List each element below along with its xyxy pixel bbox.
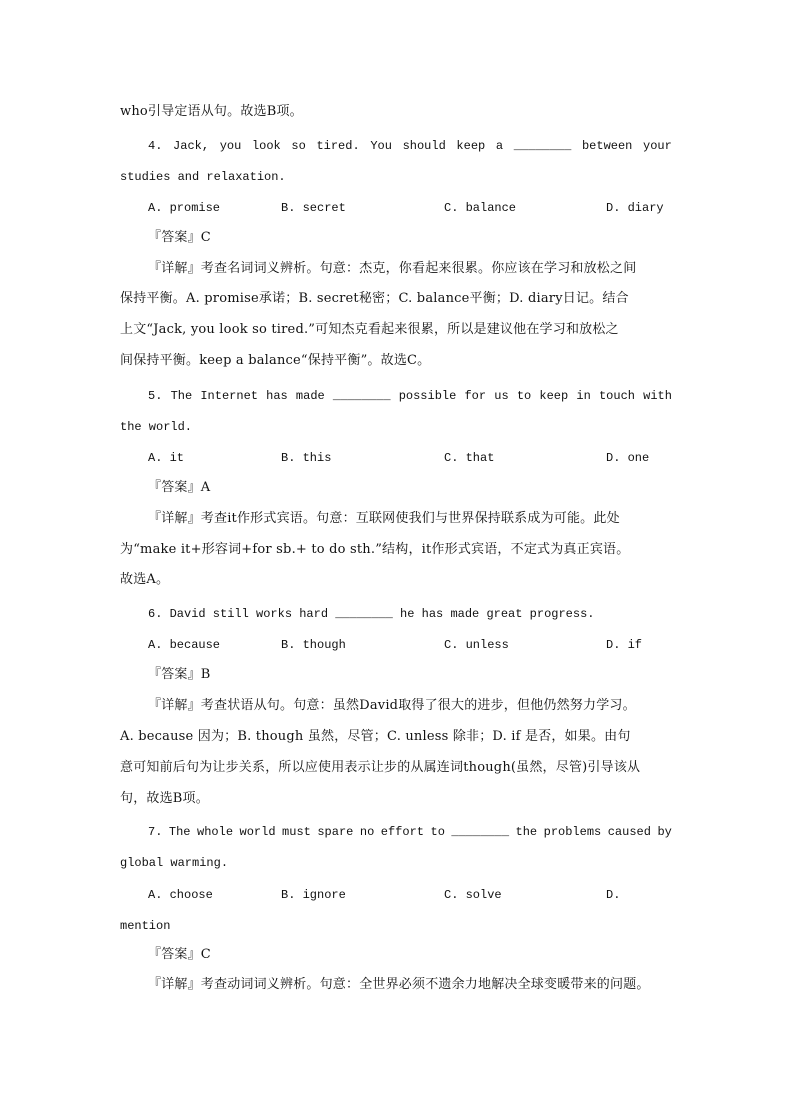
stem-word: caused (607, 825, 651, 839)
option-a: A. it (148, 451, 185, 465)
explanation-line: 故选A。 (120, 572, 170, 587)
stem-word: You (370, 139, 392, 153)
stem-word: to (516, 389, 532, 403)
stem-word: 7. (148, 825, 163, 839)
stem-word: has (266, 389, 288, 403)
stem-word: keep (539, 389, 569, 403)
stem-word: ________ (332, 389, 391, 403)
stem-word: to (430, 825, 445, 839)
explanation-line: 保持平衡。A. promise承诺；B. secret秘密；C. balance平衡；D. diary日记。结合 (120, 291, 629, 306)
option-c: C. unless (444, 638, 509, 652)
explanation-line: 『详解』考查名词词义辨析。句意：杰克，你看起来很累。你应该在学习和放松之间 (148, 261, 637, 276)
stem-word: Jack, (173, 139, 210, 153)
option-b: B. this (281, 451, 332, 465)
option-d: D. if (606, 638, 643, 652)
option-c: C. that (444, 451, 495, 465)
option-d: D. diary (606, 201, 664, 215)
option-d: D. one (606, 451, 650, 465)
stem-word: your (643, 139, 672, 153)
stem-word: you (219, 139, 242, 153)
stem-word: ________ (513, 139, 572, 153)
stem-word: problems (543, 825, 602, 839)
stem-word: Internet (200, 389, 258, 403)
stem-word: touch (598, 389, 635, 403)
stem-word: with (643, 389, 672, 403)
stem-word: made (295, 389, 325, 403)
question-7-stem (148, 822, 672, 842)
stem-word: ________ (451, 825, 510, 839)
question-7-options (148, 885, 672, 905)
stem-word: us (494, 389, 509, 403)
stem-word: between (581, 139, 633, 153)
explanation-line: 『详解』考查动词词义辨析。句意：全世界必须不遗余力地解决全球变暖带来的问题。 (148, 977, 650, 992)
explanation-line: A. because 因为；B. though 虽然，尽管；C. unless 除非；D. if 是否，如果。由句 (120, 729, 631, 744)
stem-word: whole (197, 825, 234, 839)
option-a: A. choose (148, 888, 213, 902)
option-c: C. balance (444, 201, 517, 215)
question-6-stem: 6. David still works hard ________ he has made great progress. (148, 607, 595, 621)
stem-word: world (239, 825, 276, 839)
stem-word: look (251, 139, 281, 153)
stem-word: effort (380, 825, 424, 839)
stem-word: keep (456, 139, 486, 153)
question-6-options (148, 635, 672, 655)
answer-label: 『答案』B (148, 667, 211, 682)
option-d-text: mention (120, 919, 171, 933)
stem-word: by (657, 825, 672, 839)
question-5-options (148, 448, 672, 468)
stem-word: The (170, 389, 193, 403)
stem-word: The (168, 825, 191, 839)
explanation-line: 为“make it+形容词+for sb.+ to do sth.”结构，it作形式宾语，不定式为真正宾语。 (120, 542, 630, 557)
explanation-line: 『详解』考查it作形式宾语。句意：互联网使我们与世界保持联系成为可能。此处 (148, 511, 620, 526)
answer-label: 『答案』C (148, 230, 211, 245)
option-b: B. ignore (281, 888, 346, 902)
option-a: A. because (148, 638, 221, 652)
stem-word: spare (317, 825, 354, 839)
stem-word: for (464, 389, 487, 403)
stem-word: 4. (148, 139, 163, 153)
option-b: B. secret (281, 201, 346, 215)
question-5-stem-cont: the world. (120, 420, 193, 434)
explanation-line: 意可知前后句为让步关系，所以应使用表示让步的从属连词though(虽然，尽管)引导该从 (120, 760, 641, 775)
option-b: B. though (281, 638, 346, 652)
stem-word: must (282, 825, 311, 839)
stem-word: so (291, 139, 306, 153)
option-c: C. solve (444, 888, 502, 902)
question-4-stem-cont: studies and relaxation. (120, 170, 286, 184)
stem-word: tired. (316, 139, 360, 153)
stem-word: in (576, 389, 591, 403)
question-7-stem-cont: global warming. (120, 856, 229, 870)
explanation-line: 句，故选B项。 (120, 791, 209, 806)
option-d: D. (606, 888, 621, 902)
text-line: who引导定语从句。故选B项。 (120, 104, 303, 119)
explanation-line: 『详解』考查状语从句。句意：虽然David取得了很大的进步，但他仍然努力学习。 (148, 698, 636, 713)
stem-word: the (515, 825, 538, 839)
stem-word: should (402, 139, 446, 153)
question-5-stem (148, 386, 672, 406)
stem-word: a (495, 139, 504, 153)
stem-word: 5. (148, 389, 163, 403)
answer-label: 『答案』C (148, 947, 211, 962)
stem-word: no (359, 825, 375, 839)
explanation-line: 上文“Jack, you look so tired.”可知杰克看起来很累，所以是建议他在学习和放松之 (120, 322, 619, 337)
option-a: A. promise (148, 201, 221, 215)
question-4-stem (148, 136, 672, 156)
explanation-line: 间保持平衡。keep a balance“保持平衡”。故选C。 (120, 353, 431, 368)
question-4-options (148, 198, 672, 218)
stem-word: possible (398, 389, 457, 403)
answer-label: 『答案』A (148, 480, 211, 495)
